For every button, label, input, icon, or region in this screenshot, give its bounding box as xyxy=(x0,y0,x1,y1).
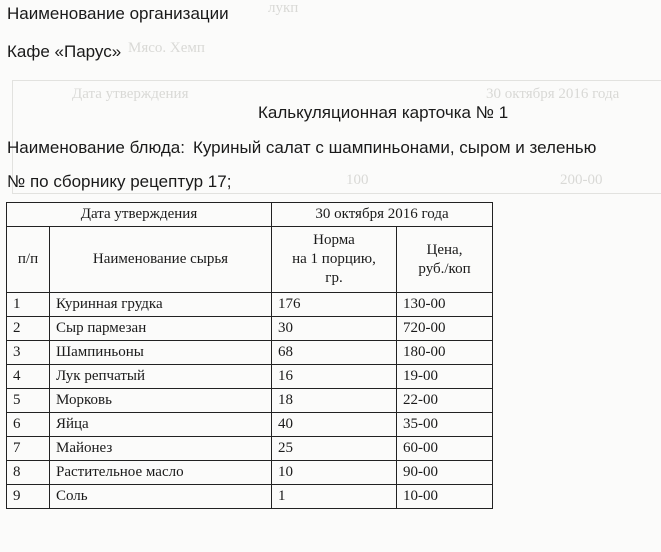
row-name: Лук репчатый xyxy=(50,365,272,389)
header-price-l2: руб./коп xyxy=(418,260,471,277)
row-price: 130-00 xyxy=(397,293,493,317)
organization-label: Наименование организации xyxy=(7,4,229,23)
row-name: Растительное масло xyxy=(50,461,272,485)
row-price: 720-00 xyxy=(397,317,493,341)
row-num: 5 xyxy=(7,389,50,413)
row-name: Сыр пармезан xyxy=(50,317,272,341)
row-norm: 1 xyxy=(272,485,397,509)
table-row xyxy=(7,317,493,341)
header-price xyxy=(397,227,493,293)
header-name: Наименование сырья xyxy=(50,227,272,293)
approval-label: Дата утверждения xyxy=(7,203,272,227)
row-num: 9 xyxy=(7,485,50,509)
row-norm: 68 xyxy=(272,341,397,365)
dish-label: Наименование блюда: xyxy=(7,138,185,157)
row-num: 8 xyxy=(7,461,50,485)
row-num: 1 xyxy=(7,293,50,317)
row-norm: 30 xyxy=(272,317,397,341)
row-price: 60-00 xyxy=(397,437,493,461)
header-norm-l1: Норма xyxy=(313,232,355,248)
dish-line xyxy=(7,138,596,158)
row-norm: 176 xyxy=(272,293,397,317)
table-row xyxy=(7,413,493,437)
row-norm: 40 xyxy=(272,413,397,437)
card-title: Калькуляционная карточка № 1 xyxy=(258,103,509,122)
row-name: Майонез xyxy=(50,437,272,461)
header-norm-l2: на 1 порцию, xyxy=(292,251,376,267)
approval-date: 30 октября 2016 года xyxy=(272,203,493,227)
row-price: 35-00 xyxy=(397,413,493,437)
bleed-through-text: 30 октября 2016 года xyxy=(486,86,620,102)
bleed-through-text: Мясо. Хемп xyxy=(128,40,205,56)
approval-row xyxy=(7,203,493,227)
row-price: 90-00 xyxy=(397,461,493,485)
row-norm: 16 xyxy=(272,365,397,389)
table-row xyxy=(7,389,493,413)
table-row xyxy=(7,461,493,485)
header-norm xyxy=(272,227,397,293)
header-row xyxy=(7,227,493,293)
row-norm: 18 xyxy=(272,389,397,413)
table-row xyxy=(7,437,493,461)
bleed-through-text: Дата утверждения xyxy=(72,86,189,102)
row-price: 10-00 xyxy=(397,485,493,509)
row-name: Куринная грудка xyxy=(50,293,272,317)
header-price-l1: Цена, xyxy=(426,241,463,258)
row-num: 6 xyxy=(7,413,50,437)
table-row xyxy=(7,293,493,317)
row-price: 22-00 xyxy=(397,389,493,413)
row-num: 3 xyxy=(7,341,50,365)
bleed-through-text: 200-00 xyxy=(560,172,603,188)
bleed-through-text: лукп xyxy=(268,0,299,16)
row-num: 7 xyxy=(7,437,50,461)
row-norm: 25 xyxy=(272,437,397,461)
row-num: 4 xyxy=(7,365,50,389)
row-price: 180-00 xyxy=(397,341,493,365)
row-name: Яйца xyxy=(50,413,272,437)
row-name: Соль xyxy=(50,485,272,509)
header-num: п/п xyxy=(7,227,50,293)
bleed-through-text: 100 xyxy=(346,172,369,188)
row-norm: 10 xyxy=(272,461,397,485)
table-row xyxy=(7,365,493,389)
row-price: 19-00 xyxy=(397,365,493,389)
row-name: Шампиньоны xyxy=(50,341,272,365)
organization-name: Кафе «Парус» xyxy=(7,42,122,61)
row-name: Морковь xyxy=(50,389,272,413)
table-row xyxy=(7,485,493,509)
header-norm-l3: гр. xyxy=(325,270,343,286)
row-num: 2 xyxy=(7,317,50,341)
table-row xyxy=(7,341,493,365)
recipe-reference: № по сборнику рецептур 17; xyxy=(7,172,232,191)
dish-name: Куриный салат с шампиньонами, сыром и зеленью xyxy=(192,138,597,157)
calculation-table xyxy=(6,202,493,509)
